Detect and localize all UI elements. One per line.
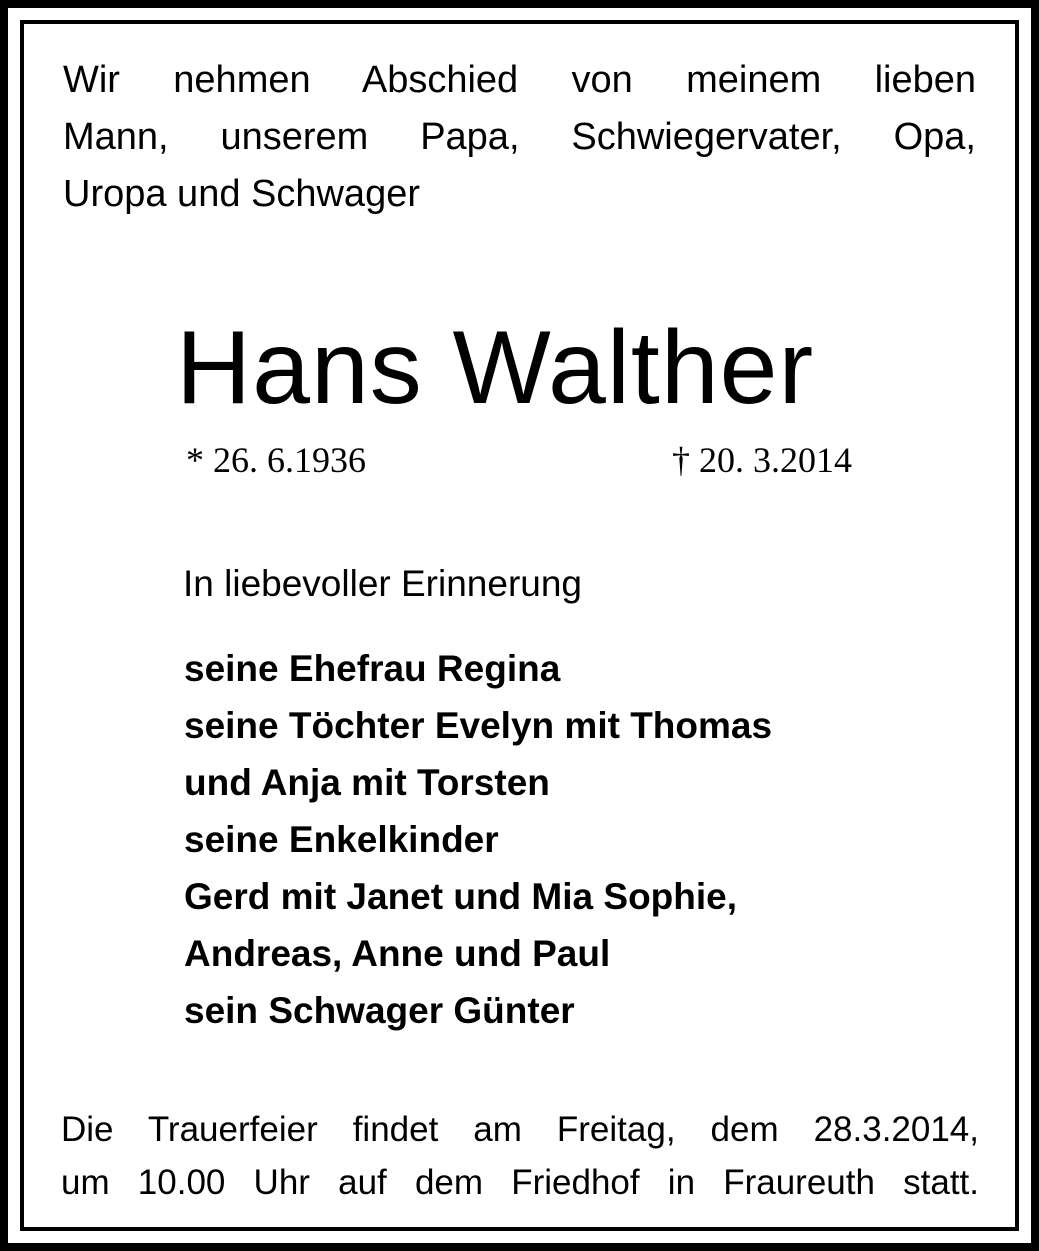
- birth-date: * 26. 6.1936: [186, 440, 366, 480]
- death-date: † 20. 3.2014: [672, 440, 852, 480]
- life-dates: [186, 438, 852, 482]
- mourner-line: Andreas, Anne und Paul: [184, 933, 611, 974]
- mourner-line: seine Töchter Evelyn mit Thomas: [184, 705, 773, 746]
- memory-line: In liebevoller Erinnerung: [183, 563, 583, 604]
- mourner-line: seine Ehefrau Regina: [184, 648, 561, 689]
- deceased-name: Hans Walther: [176, 310, 815, 426]
- intro-line: Uropa und Schwager: [63, 173, 420, 215]
- mourners-list: [184, 640, 772, 1039]
- mourner-line: und Anja mit Torsten: [184, 762, 550, 803]
- funeral-info: [61, 1103, 979, 1209]
- mourner-line: sein Schwager Günter: [184, 990, 575, 1031]
- intro-line: Wir nehmen Abschied von meinem lieben: [63, 59, 976, 101]
- farewell-intro: [63, 52, 976, 223]
- mourner-line: seine Enkelkinder: [184, 819, 499, 860]
- mourner-line: Gerd mit Janet und Mia Sophie,: [184, 876, 738, 917]
- intro-line: Mann, unserem Papa, Schwiegervater, Opa,: [63, 116, 976, 158]
- funeral-line: Die Trauerfeier findet am Freitag, dem 28.3.2014,: [61, 1110, 979, 1149]
- funeral-line: um 10.00 Uhr auf dem Friedhof in Fraureuth statt.: [61, 1163, 979, 1202]
